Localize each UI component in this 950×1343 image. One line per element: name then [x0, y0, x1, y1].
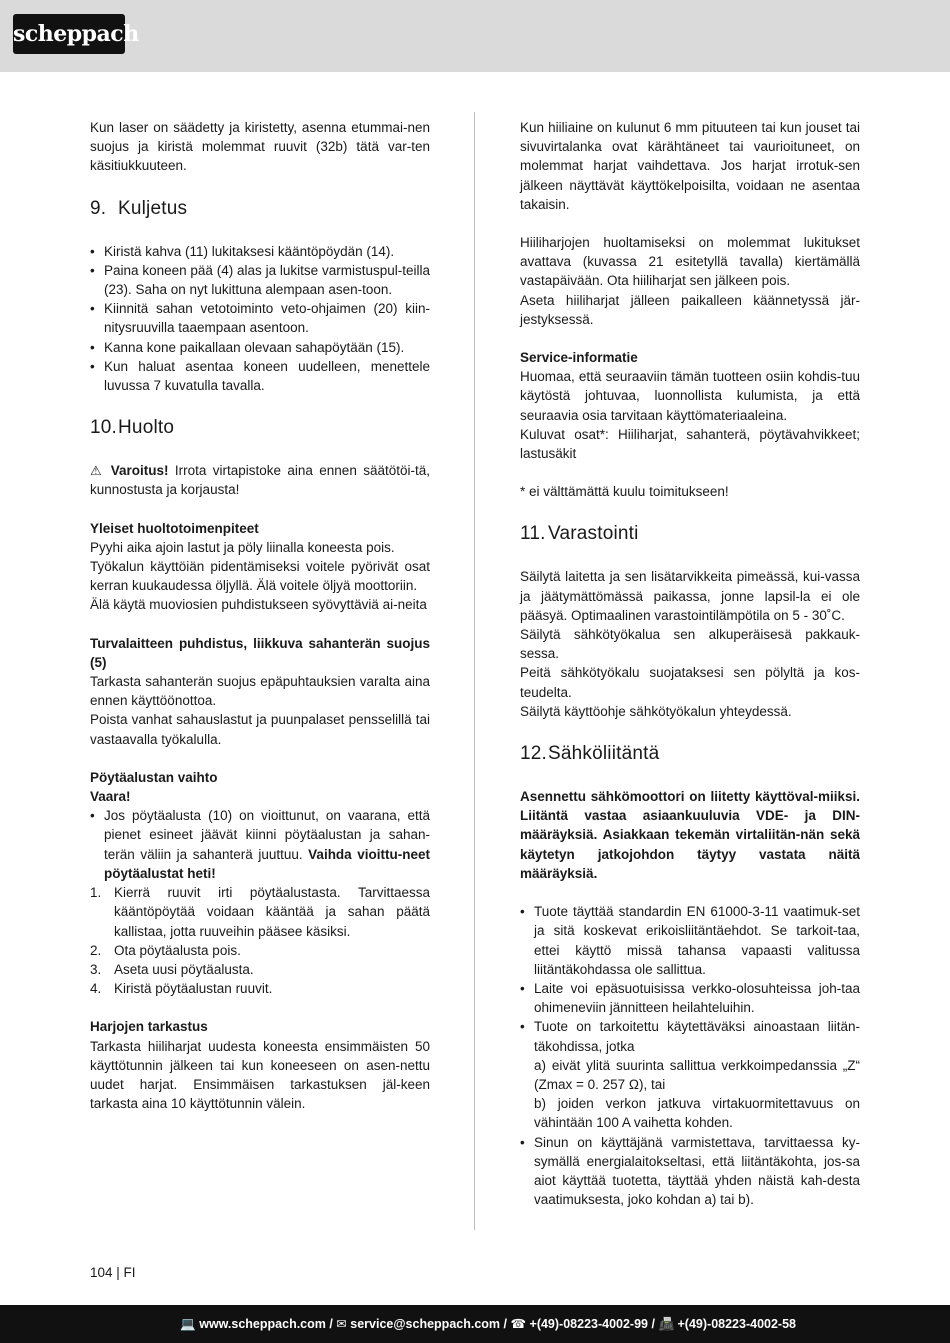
paragraph: Älä käytä muoviosien puhdistukseen syövyttäviä ai-neita [90, 597, 427, 613]
phone-icon: ☎ [510, 1317, 527, 1331]
list-item: • Laite voi epäsuotuisissa verkko-olosuhteissa joh-taa ohimeneviin jännitteen heilahteluihin. [520, 979, 860, 1017]
warning-icon: ⚠ [90, 463, 105, 479]
brush-check-heading: Harjojen tarkastus [90, 1019, 208, 1035]
step-item: 1. Kierrä ruuvit irti pöytäalustasta. Tarvittaessa kääntöpöytää voidaan kääntää ja sahan päätä kallistaa, jotta ruuveihin pääsee käsiksi. [90, 885, 430, 939]
danger-list [90, 806, 430, 883]
footnote: * ei välttämättä kuulu toimitukseen! [520, 484, 729, 500]
footer-bar: 💻 www.scheppach.com / ✉ service@scheppach.com / ☎ +(49)-08223-4002-99 / 📠 +(49)-08223-4002-58 [0, 1305, 950, 1343]
section-10-heading: 10.Huolto [90, 417, 175, 439]
step-item: 3. Aseta uusi pöytäalusta. [90, 961, 254, 977]
mail-icon: ✉ [336, 1317, 347, 1331]
paragraph: Poista vanhat sahauslastut ja puunpalaset pensselillä tai vastaavalla työkalulla. [90, 712, 430, 747]
paragraph: Tarkasta sahanterän suojus epäpuhtauksien varalta aina ennen käyttöönottoa. [90, 674, 430, 709]
paragraph: Hiiliharjojen huoltamiseksi on molemmat lukitukset avattava (kuvassa 21 esitetyllä tavalla) kiertämällä vastapäivään. Ota hiiliharjat sen jälkeen pois. [520, 235, 860, 289]
paragraph: Kun hiiliaine on kulunut 6 mm pituuteen tai kun jouset tai sivuvirtalanka ovat kärähtäneet tai vaurioituneet, on molemmat harjat vaihdettava. Jos harjat irrotuk-sen jälkeen näyttävät käyttökelpoisilta, voidaan ne asentaa takaisin. [520, 120, 860, 212]
fax-number: +(49)-08223-4002-58 [677, 1317, 796, 1331]
step-item: 4. Kiristä pöytäalustan ruuvit. [90, 981, 273, 997]
warning-paragraph: ⚠ Varoitus! Irrota virtapistoke aina ennen säätötöi-tä, kunnostusta ja korjausta! [90, 463, 430, 498]
website-link[interactable]: www.scheppach.com [199, 1317, 326, 1331]
fax-icon: 📠 [658, 1317, 675, 1331]
email-link[interactable]: service@scheppach.com [350, 1317, 501, 1331]
list-item: • Tuote on tarkoitettu käytettäväksi ainoastaan liitän-täkohdissa, jotka a) eivät ylitä suurinta sallittua verkkoimpedanssia „Z“ (Zmax = 0. 257 Ω), tai b) joiden verkon jatkuva virtakuormitettavuus on vähintään 100 A vaihetta kohden. [520, 1017, 860, 1132]
replace-steps [90, 883, 430, 998]
paragraph: Kuluvat osat*: Hiiliharjat, sahanterä, pöytävahvikkeet; lastusäkit [520, 426, 860, 462]
paragraph: Aseta hiiliharjat jälleen paikalleen käännetyssä jär-jestyksessä. [520, 292, 860, 327]
list-item: • Tuote täyttää standardin EN 61000-3-11 vaatimuk-set ja sitä koskevat erikoisliitäntäehdot. Se tarkoit-taa, ettei käyttö missä tahansa vapaasti valitussa liitäntäkohdassa ole sallittua. [520, 902, 860, 979]
list-item: • Sinun on käyttäjänä varmistettava, tarvittaessa ky-symällä energialaitokseltasi, että liitäntäkohta, jos-sa aiot käyttää tuotetta, täyttää yhden näistä kah-desta vaatimuksesta, joko kohdan a) tai b). [520, 1133, 860, 1210]
paragraph: Huomaa, että seuraaviin tämän tuotteen osiin kohdis-tuu käytöstä johtuvaa, luonnollista kulumista, ja että seuraavia osia tarvitaan käyttömateriaaleina. [520, 369, 860, 423]
service-info-heading: Service-informatie [520, 350, 638, 366]
list-item: • Jos pöytäalusta (10) on vioittunut, on vaarana, että pienet esineet jäävät kiinni pöytäalustan ja sahan-terän väliin ja sahanterä juuttuu. Vaihda vioittu-neet pöytäalustat heti! [90, 806, 430, 883]
section-12-heading: 12.Sähköliitäntä [520, 743, 660, 765]
section-9-heading: 9. Kuljetus [90, 197, 188, 219]
paragraph: Työkalun käyttöiän pidentämiseksi voitele pyörivät osat kerran kuukaudessa öljyllä. Älä voitele öljyä moottoriin. [90, 559, 430, 594]
left-column [90, 118, 430, 1113]
transport-list [90, 242, 430, 396]
list-item: • Kun haluat asentaa koneen uudelleen, menettele luvussa 7 kuvatulla tavalla. [90, 357, 430, 395]
paragraph: Säilytä sähkötyökalua sen alkuperäisesä pakkauk-sessa. [520, 627, 860, 662]
header-bar [0, 0, 950, 72]
paragraph: Säilytä laitetta ja sen lisätarvikkeita pimeässä, kui-vassa ja jäätymättömässä paikassa, jonne lapsil-la ei ole pääsyä. Optimaalinen varastointilämpötila on 5 - 30˚C. [520, 569, 860, 623]
list-item: • Paina koneen pää (4) alas ja lukitse varmistuspul-teilla (23). Saha on nyt lukittuna alempaan asen-toon. [90, 261, 430, 299]
paragraph: Peitä sähkötyökalu suojataksesi sen pölyltä ja kos-teudelta. [520, 665, 860, 700]
paragraph: Pyyhi aika ajoin lastut ja pöly liinalla koneesta pois. [90, 539, 395, 555]
danger-label: Vaara! [90, 789, 131, 805]
paragraph: Tarkasta hiiliharjat uudesta koneesta ensimmäisten 50 käyttötunnin jälkeen tai kun koneeseen on asen-nettu uudet harjat. Ensimmäisen tarkastuksen jäl-keen tarkasta aina 10 käyttötunnin välein. [90, 1038, 430, 1112]
brand-logo: scheppach [13, 14, 125, 54]
list-item: • Kanna kone paikallaan olevaan sahapöytään (15). [90, 338, 430, 357]
column-divider [474, 112, 475, 1230]
step-item: 2. Ota pöytäalusta pois. [90, 942, 241, 958]
phone-number: +(49)-08223-4002-99 [529, 1317, 649, 1331]
electric-notice: Asennettu sähkömoottori on liitetty käyttöval-miiksi. Liitäntä vastaa asiaankuuluvia VDE- ja DIN-määräyksiä. Asiakkaan tekemän virtaliitän-nän sekä käytetyn jatkojohdon täytyy vastata näitä määräyksiä. [520, 789, 860, 881]
computer-icon: 💻 [180, 1317, 196, 1331]
electric-list [520, 902, 860, 1209]
intro-paragraph: Kun laser on säädetty ja kiristetty, asenna etummai-nen suojus ja kiristä molemmat ruuvit (32b) tätä var-ten käsitiukkuuteen. [90, 120, 430, 174]
section-11-heading: 11. Varastointi [520, 523, 639, 545]
guard-cleaning-heading: Turvalaitteen puhdistus, liikkuva sahanterän suojus (5) [90, 635, 430, 670]
paragraph: Säilytä käyttöohje sähkötyökalun yhteydessä. [520, 703, 792, 719]
table-insert-heading: Pöytäalustan vaihto [90, 769, 218, 785]
list-item: • Kiristä kahva (11) lukitaksesi kääntöpöydän (14). [90, 242, 430, 261]
general-maintenance-heading: Yleiset huoltotoimenpiteet [90, 520, 259, 536]
page-number: 104 | FI [90, 1265, 136, 1280]
right-column [520, 118, 860, 1209]
list-item: • Kiinnitä sahan vetotoiminto veto-ohjaimen (20) kiin-nitysruuvilla taaempaan asentoon. [90, 299, 430, 337]
